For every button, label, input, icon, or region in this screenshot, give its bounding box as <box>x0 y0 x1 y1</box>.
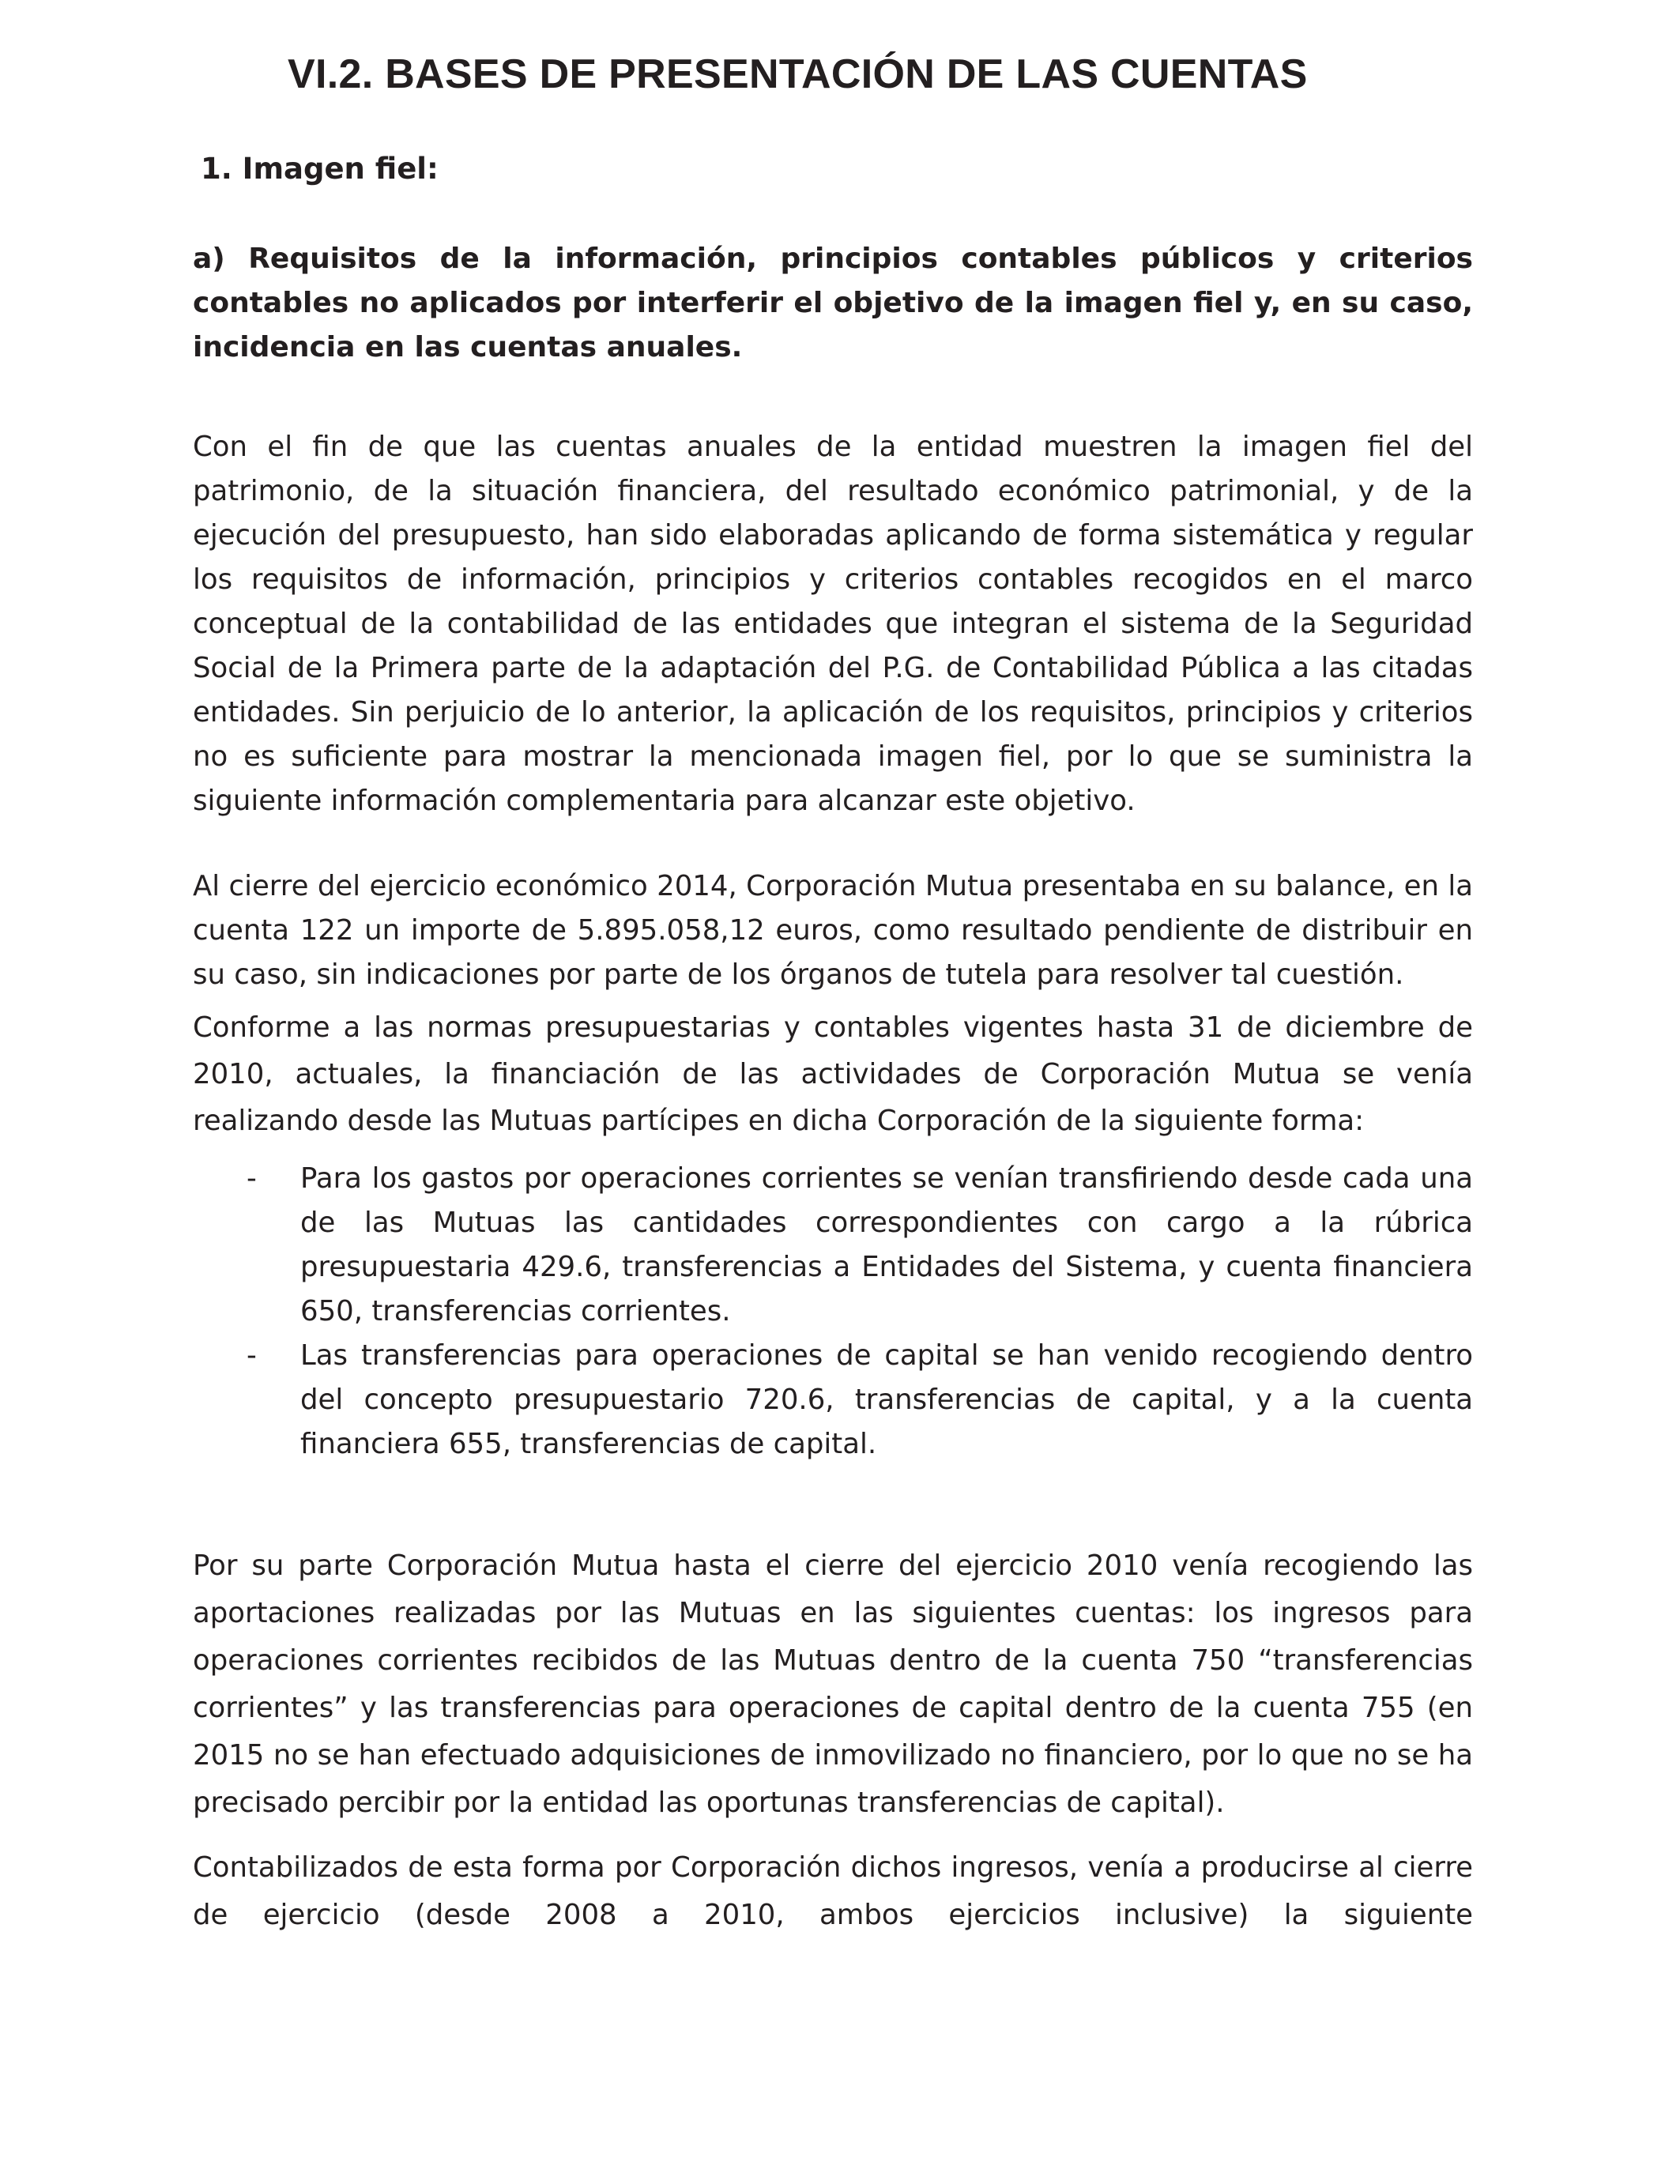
list-item-text: Las transferencias para operaciones de capital se han venido recogiendo dentro del concepto presupuestario 720.6, transferencias de capital, y a la cuenta financiera 655, transferencias de capital. <box>300 1339 1473 1460</box>
financing-list <box>193 1157 1473 1467</box>
list-item-text: Para los gastos por operaciones corrientes se venían transfiriendo desde cada una de las Mutuas las cantidades correspondientes con cargo a la rúbrica presupuestaria 429.6, transferencias a Entidades del Sistema, y cuenta financiera 650, transferencias corrientes. <box>300 1162 1473 1327</box>
list-dash: - <box>247 1162 257 1195</box>
list-dash: - <box>247 1339 257 1372</box>
subsection-heading: a) Requisitos de la información, principios contables públicos y criterios contables no aplicados por interferir el objetivo de la imagen fiel y, en su caso, incidencia en las cuentas anuales. <box>193 243 1473 363</box>
list-item <box>193 1334 1473 1467</box>
section-heading: 1. Imagen fiel: <box>201 152 439 186</box>
paragraph-normas-presupuestarias: Conforme a las normas presupuestarias y contables vigentes hasta 31 de diciembre de 2010, actuales, la financiación de las actividades de Corporación Mutua se venía realizando desde las Mutuas partícipes en dicha Corporación de la siguiente forma: <box>193 1011 1473 1137</box>
paragraph-imagen-fiel: Con el fin de que las cuentas anuales de la entidad muestren la imagen fiel del patrimonio, de la situación financiera, del resultado económico patrimonial, y de la ejecución del presupuesto, han sido elaboradas aplicando de forma sistemática y regular los requisitos de información, principios y criterios contables recogidos en el marco conceptual de la contabilidad de las entidades que integran el sistema de la Seguridad Social de la Primera parte de la adaptación del P.G. de Contabilidad Pública a las citadas entidades. Sin perjuicio de lo anterior, la aplicación de los requisitos, principios y criterios no es suficiente para mostrar la mencionada imagen fiel, por lo que se suministra la siguiente información complementaria para alcanzar este objetivo. <box>193 431 1473 817</box>
list-item <box>193 1157 1473 1334</box>
document-body <box>193 147 1473 1939</box>
paragraph-contabilizados: Contabilizados de esta forma por Corporación dichos ingresos, venía a producirse al cierre de ejercicio (desde 2008 a 2010, ambos ejercicios inclusive) la siguiente <box>193 1851 1473 1931</box>
page-title: VI.2. BASES DE PRESENTACIÓN DE LAS CUENTAS <box>288 51 1308 97</box>
paragraph-corporacion-mutua: Por su parte Corporación Mutua hasta el cierre del ejercicio 2010 venía recogiendo las aportaciones realizadas por las Mutuas en las siguientes cuentas: los ingresos para operaciones corrientes recibidos de las Mutuas dentro de la cuenta 750 “transferencias corrientes” y las transferencias para operaciones de capital dentro de la cuenta 755 (en 2015 no se han efectuado adquisiciones de inmovilizado no financiero, por lo que no se ha precisado percibir por la entidad las oportunas transferencias de capital). <box>193 1550 1473 1819</box>
paragraph-cierre-2014: Al cierre del ejercicio económico 2014, Corporación Mutua presentaba en su balance, en la cuenta 122 un importe de 5.895.058,12 euros, como resultado pendiente de distribuir en su caso, sin indicaciones por parte de los órganos de tutela para resolver tal cuestión. <box>193 870 1473 991</box>
